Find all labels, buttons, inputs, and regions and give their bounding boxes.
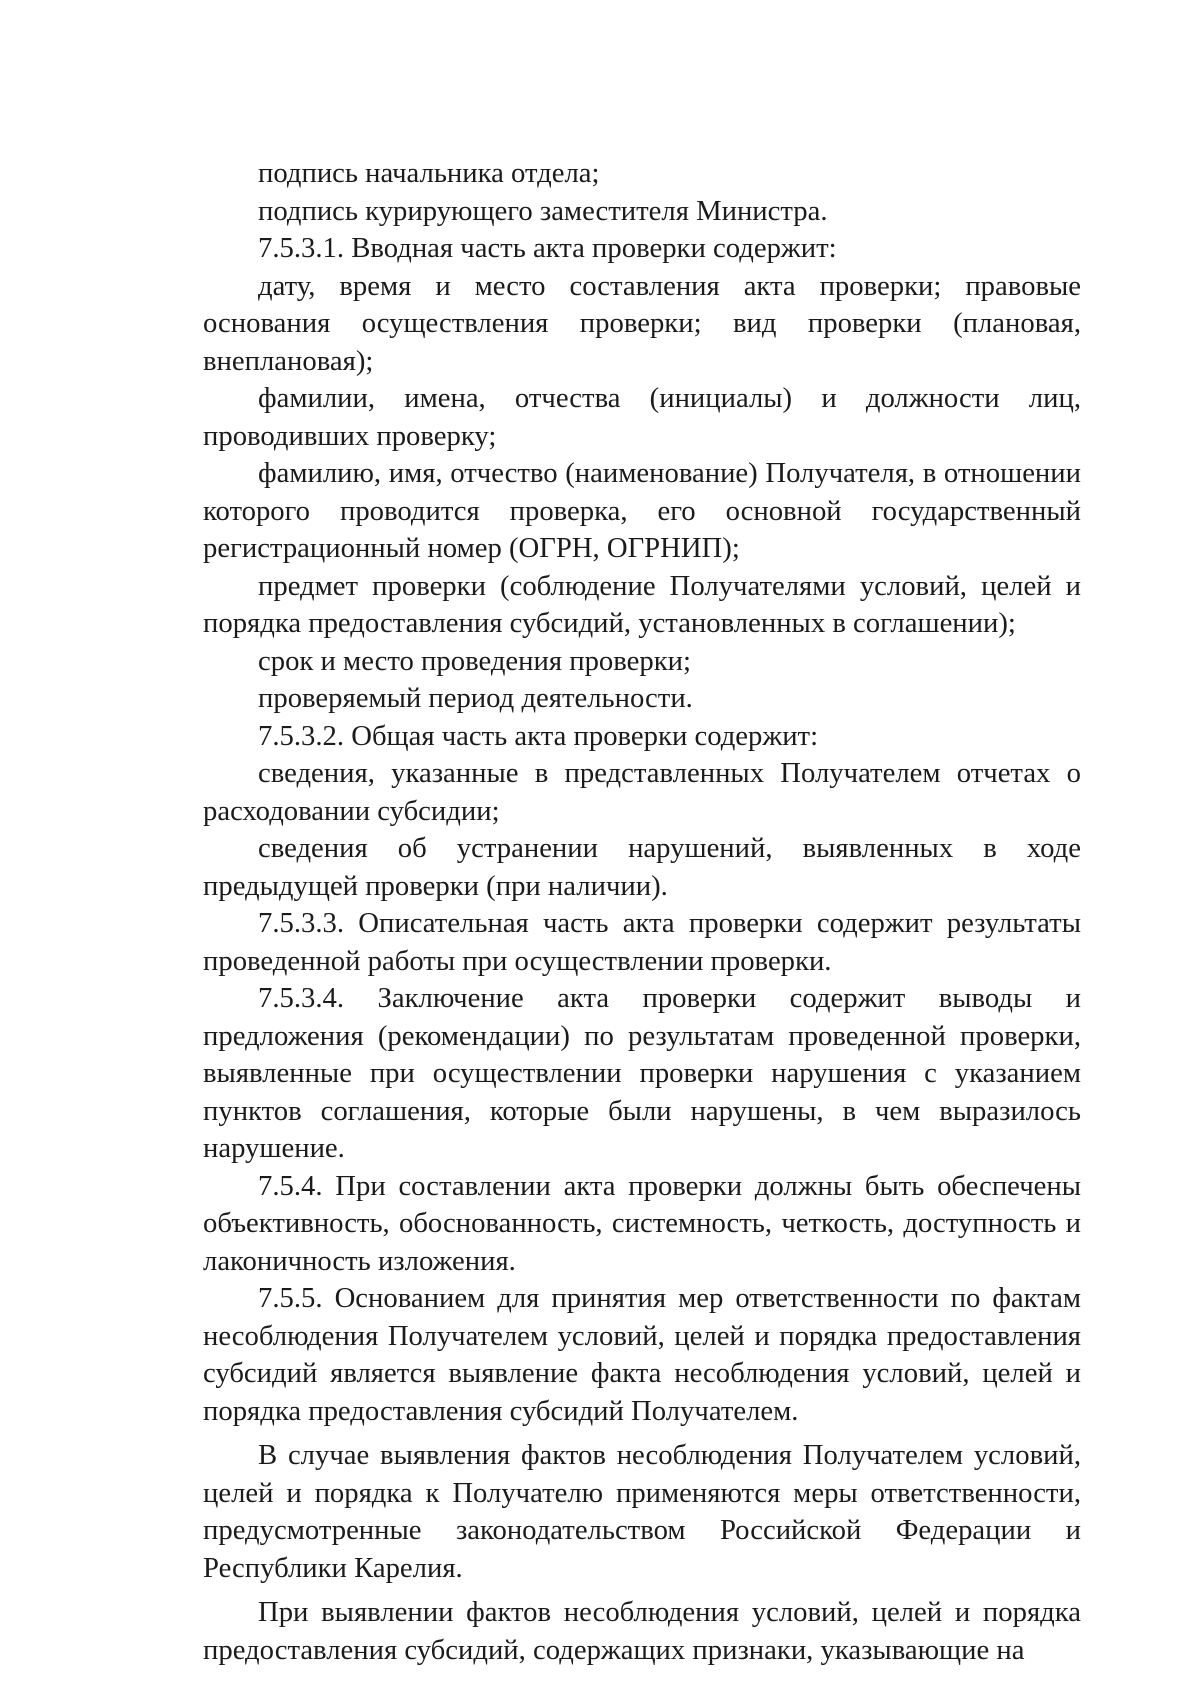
paragraph: 7.5.4. При составлении акта проверки должны быть обеспечены объективность, обоснованность, системность, четкость, доступность и лаконичность изложения.	[203, 1169, 1081, 1277]
paragraph: предмет проверки (соблюдение Получателями условий, целей и порядка предоставления субсидий, установленных в соглашении);	[203, 569, 1081, 639]
paragraph: 7.5.3.1. Вводная часть акта проверки содержит:	[258, 232, 837, 264]
paragraph: сведения об устранении нарушений, выявленных в ходе предыдущей проверки (при наличии).	[203, 832, 1081, 902]
paragraph: подпись начальника отдела;	[258, 157, 600, 189]
document-page	[203, 155, 1081, 1669]
paragraph: 7.5.3.3. Описательная часть акта проверки содержит результаты проведенной работы при осуществлении проверки.	[203, 907, 1081, 977]
paragraph: фамилию, имя, отчество (наименование) Получателя, в отношении которого проводится проверка, его основной государственный регистрационный номер (ОГРН, ОГРНИП);	[203, 457, 1081, 564]
paragraph: 7.5.3.2. Общая часть акта проверки содержит:	[258, 719, 819, 752]
paragraph: подпись курирующего заместителя Министра.	[258, 194, 828, 227]
paragraph: дату, время и место составления акта проверки; правовые основания осуществления проверки; вид проверки (плановая, внеплановая);	[203, 269, 1081, 377]
paragraph: В случае выявления фактов несоблюдения Получателем условий, целей и порядка к Получателю применяются меры ответственности, предусмотренные законодательством Российской Федерации и Республики Карелия.	[203, 1439, 1081, 1584]
paragraph: проверяемый период деятельности.	[258, 682, 693, 714]
paragraph: срок и место проведения проверки;	[258, 644, 691, 677]
paragraph: 7.5.3.4. Заключение акта проверки содержит выводы и предложения (рекомендации) по результатам проведенной проверки, выявленные при осуществлении проверки нарушения с указанием пунктов соглашения, которые были нарушены, в чем выразилось нарушение.	[203, 982, 1081, 1164]
paragraph: При выявлении фактов несоблюдения условий, целей и порядка предоставления субсидий, содержащих признаки, указывающие на	[203, 1596, 1081, 1666]
paragraph: 7.5.5. Основанием для принятия мер ответственности по фактам несоблюдения Получателем условий, целей и порядка предоставления субсидий является выявление факта несоблюдения условий, целей и порядка предоставления субсидий Получателем.	[203, 1282, 1081, 1427]
paragraph: сведения, указанные в представленных Получателем отчетах о расходовании субсидии;	[203, 757, 1081, 827]
paragraph: фамилии, имена, отчества (инициалы) и должности лиц, проводивших проверку;	[203, 382, 1081, 452]
